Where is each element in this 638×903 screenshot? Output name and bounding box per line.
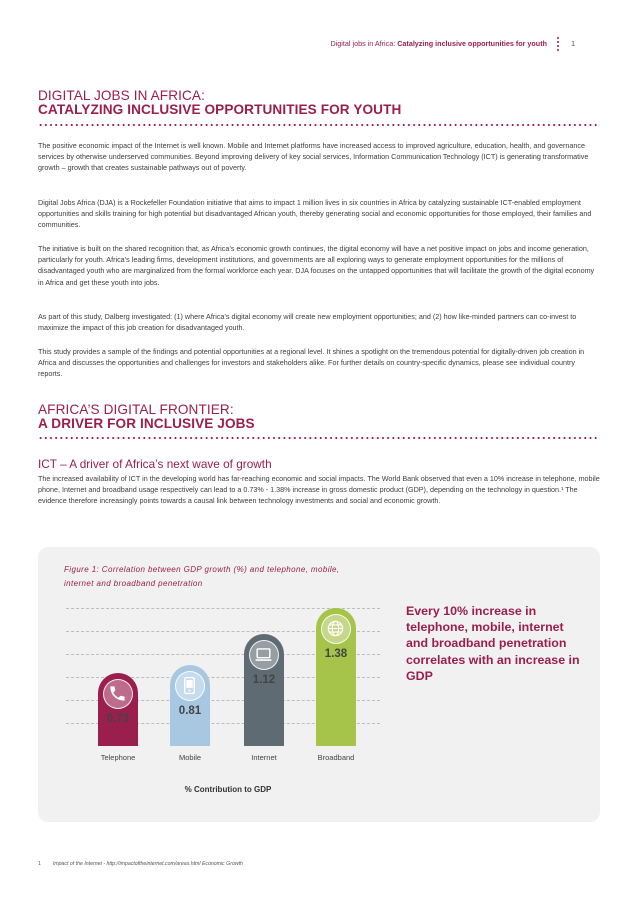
paragraph-intro: The positive economic impact of the Internet is well known. Mobile and Internet platforms have increased access to improved agriculture, education, health, and governance services by otherwise underserved communities. Beyond improving delivery of key social services, Information Communication Technology (ICT) is generating transformative growth – growth that creates sustainable pathways out of poverty. (38, 141, 589, 173)
dotted-divider-2 (38, 437, 600, 439)
dotted-divider (38, 124, 600, 126)
header-dots-divider (556, 37, 560, 52)
category-label: Mobile (178, 753, 202, 762)
x-axis-label: % Contribution to GDP (184, 785, 272, 794)
laptop-icon (249, 640, 279, 670)
header-title: Digital jobs in Africa: Catalyzing inclusive opportunities for youth (330, 39, 547, 48)
telephone-icon (103, 679, 133, 709)
page-number: 1 (571, 39, 576, 48)
mobile-phone-icon (175, 671, 205, 701)
category-label: Broadband (317, 753, 355, 762)
section-title-digital-frontier: AFRICA’S DIGITAL FRONTIER: A DRIVER FOR INCLUSIVE JOBS (38, 402, 255, 431)
section-title-digital-jobs: DIGITAL JOBS IN AFRICA: CATALYZING INCLUSIVE OPPORTUNITIES FOR YOUTH (38, 88, 402, 117)
paragraph-dja: Digital Jobs Africa (DJA) is a Rockefeller Foundation initiative that aims to impact 1 million lives in six countries in Africa by catalyzing sustainable ICT-enabled employment opportunities and skills training for high potential but disadvantaged African youth, thereby generating social and economic opportunities for those employed, their families and communities. (38, 198, 592, 230)
figure-callout: Every 10% increase in telephone, mobile, internet and broadband penetration correlates with an increase in GDP (406, 604, 580, 683)
globe-icon (321, 614, 351, 644)
page-header (0, 37, 638, 53)
subsection-title-ict: ICT – A driver of Africa’s next wave of growth (38, 457, 272, 471)
paragraph-initiative: The initiative is built on the shared recognition that, as Africa’s economic growth continues, the digital economy will have a net positive impact on jobs and income generation, particularly for youth. Africa’s leading firms, development institutions, and governments are all exploring ways to generate employment opportunities for the millions of disadvantaged youth who are marginalized from the formal workforce each year. DJA focuses on the untapped opportunities that will facilitate the growth of the digital economy in Africa and get these youth into jobs. (38, 244, 595, 287)
bar-value-label: 0.73 (106, 713, 130, 725)
bar-value-label: 1.12 (252, 674, 276, 686)
category-label: Telephone (100, 753, 136, 762)
paragraph-study-sample: This study provides a sample of the findings and potential opportunities at a regional level. It shines a spotlight on the tremendous potential for digitally-driven job creation in Africa and discusses the opportunities and challenges for investors and stakeholders alike. For further details on country-specific dynamics, please see individual country reports. (38, 347, 585, 379)
footnote: 1 Impact of the Internet - http://impactoftheinternet.com/areas.html Economic Growth (38, 861, 243, 867)
paragraph-ict-body: The increased availability of ICT in the developing world has far-reaching economic and social impacts. The World Bank observed that even a 10% increase in telephone, mobile phone, Internet and broadband usage respectively can lead to a 0.73% - 1.38% increase in gross domestic product (GDP), depending on the technology in question.¹ The evidence therefore increasingly points towards a causal link between technology investments and social and economic growth. (38, 474, 600, 506)
category-label: Internet (251, 753, 277, 762)
paragraph-study-scope: As part of this study, Dalberg investigated: (1) where Africa’s digital economy will create new employment opportunities; and (2) how like-minded partners can co-invest to maximize the impact of this job creation for disadvantaged youth. (38, 312, 577, 333)
figure-caption: Figure 1: Correlation between GDP growth (%) and telephone, mobile, internet and broadband penetration (64, 565, 340, 588)
figure-panel (38, 547, 600, 822)
bar-value-label: 0.81 (178, 705, 202, 717)
bar-value-label: 1.38 (324, 648, 348, 660)
